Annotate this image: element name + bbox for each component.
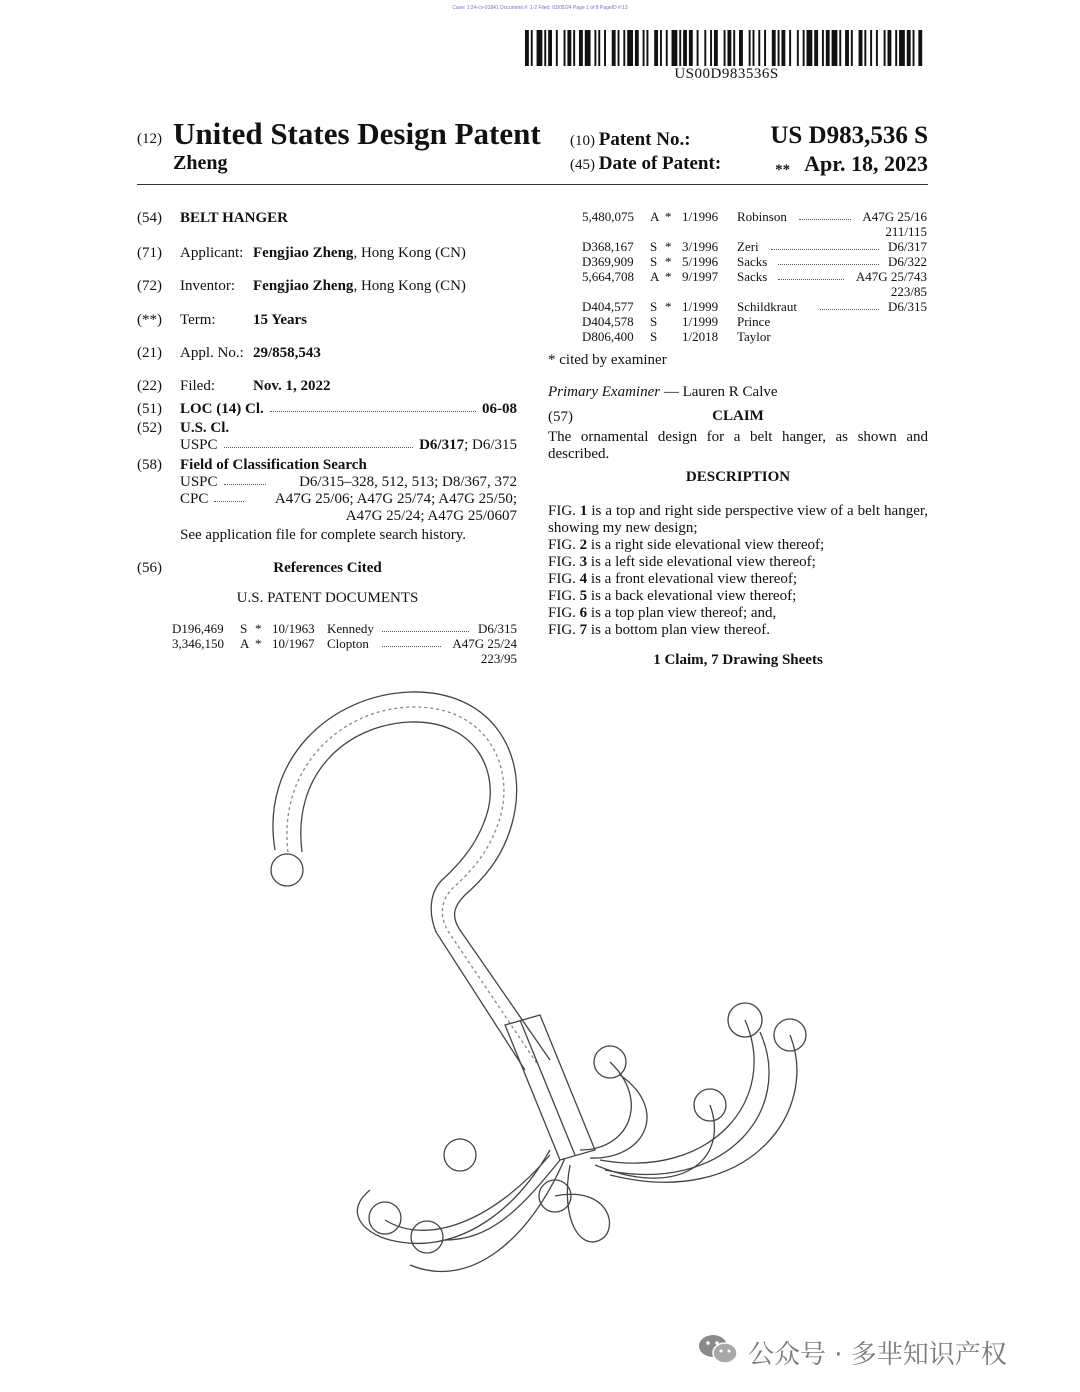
barcode-bar bbox=[895, 30, 897, 66]
barcode-bar bbox=[598, 30, 600, 66]
figure-text: is a top plan view thereof; and, bbox=[587, 605, 777, 621]
reference-name: Robinson bbox=[737, 209, 787, 224]
reference-number: 3,346,150 bbox=[172, 636, 224, 651]
refs-code: (56) bbox=[137, 560, 162, 576]
reference-number: D806,400 bbox=[582, 329, 634, 344]
barcode-bar bbox=[612, 30, 616, 66]
claim-text: The ornamental design for a belt hanger, as shown and described. bbox=[548, 429, 928, 462]
reference-leader bbox=[820, 309, 879, 310]
figure-description bbox=[548, 571, 928, 588]
inventor-label: Inventor: bbox=[180, 278, 235, 294]
uscl-value-secondary: ; D6/315 bbox=[464, 437, 517, 453]
figure-number: 5 bbox=[579, 588, 588, 604]
field-see-note: See application file for complete search history. bbox=[180, 527, 467, 543]
reference-class: A47G 25/16 bbox=[862, 209, 927, 224]
barcode-bar bbox=[573, 30, 575, 66]
doc-kind-code: (12) bbox=[137, 131, 162, 147]
reference-class: D6/317 bbox=[888, 239, 927, 254]
barcode-bar bbox=[618, 30, 620, 66]
field-label: Field of Classification Search bbox=[180, 457, 367, 473]
barcode-bar bbox=[683, 30, 687, 66]
barcode-bar bbox=[814, 30, 818, 66]
barcode-bar bbox=[544, 30, 546, 66]
barcode-bar bbox=[859, 30, 863, 66]
barcode-bar bbox=[643, 30, 645, 66]
reference-date: 10/1967 bbox=[272, 636, 315, 651]
barcode-bar bbox=[851, 30, 853, 66]
reference-class: A47G 25/24 bbox=[452, 636, 517, 651]
reference-number: D368,167 bbox=[582, 239, 634, 254]
figure-text: is a bottom plan view thereof. bbox=[587, 622, 771, 638]
reference-kind: A bbox=[650, 269, 660, 284]
reference-name: Schildkraut bbox=[737, 299, 797, 314]
barcode-bar bbox=[845, 30, 849, 66]
barcode-bar bbox=[604, 30, 606, 66]
examiner-name: — Lauren R Calve bbox=[663, 384, 778, 400]
uscl-code: (52) bbox=[137, 420, 162, 436]
date-value: Apr. 18, 2023 bbox=[804, 151, 928, 176]
barcode-bar bbox=[646, 30, 648, 66]
barcode-bar bbox=[884, 30, 886, 66]
barcode-bar bbox=[556, 30, 558, 66]
figure-number: 2 bbox=[579, 537, 588, 553]
barcode-bar bbox=[739, 30, 743, 66]
reference-class: D6/322 bbox=[888, 254, 927, 269]
barcode-bar bbox=[537, 30, 543, 66]
reference-kind: S bbox=[650, 254, 658, 269]
watermark-text: 公众号 · 多芈知识产权 bbox=[748, 1340, 1007, 1370]
figure-text: is a left side elevational view thereof; bbox=[587, 554, 816, 570]
term-value: 15 Years bbox=[253, 312, 308, 328]
reference-leader bbox=[778, 279, 844, 280]
document-title: United States Design Patent bbox=[173, 116, 541, 151]
barcode-bar bbox=[635, 30, 639, 66]
examiner-line bbox=[548, 384, 778, 401]
inventor-location: , Hong Kong (CN) bbox=[353, 278, 466, 294]
reference-number: D404,578 bbox=[582, 314, 634, 329]
barcode-bar bbox=[876, 30, 878, 66]
barcode-bar bbox=[781, 30, 785, 66]
term-code: (**) bbox=[137, 312, 162, 328]
barcode-bar bbox=[579, 30, 583, 66]
cited-note: * cited by examiner bbox=[548, 352, 667, 368]
loc-value: 06-08 bbox=[482, 401, 517, 417]
barcode-bar bbox=[753, 30, 755, 66]
filed-code: (22) bbox=[137, 378, 162, 394]
reference-star: * bbox=[665, 299, 672, 314]
case-header-line: Case: 1:24-cv-01841 Document #: 1-2 Filed: 03/05/24 Page 1 of 8 PageID #:13 bbox=[452, 5, 628, 11]
date-asterisks: ** bbox=[775, 162, 791, 178]
reference-star: * bbox=[665, 209, 672, 224]
reference-date: 9/1997 bbox=[682, 269, 719, 284]
uscl-label: U.S. Cl. bbox=[180, 420, 230, 436]
figure-number: 7 bbox=[579, 622, 588, 638]
barcode-bar bbox=[797, 30, 799, 66]
inventor-name: Fengjiao Zheng bbox=[253, 278, 354, 294]
applicant-code: (71) bbox=[137, 245, 162, 261]
barcode-bar bbox=[832, 30, 838, 66]
reference-star: * bbox=[665, 239, 672, 254]
reference-leader bbox=[382, 646, 441, 647]
patent-date bbox=[775, 151, 928, 177]
figure-description bbox=[548, 622, 928, 639]
description-heading: DESCRIPTION bbox=[685, 469, 791, 485]
figure-prefix: FIG. bbox=[548, 571, 580, 587]
uscl-value-primary: D6/317 bbox=[419, 437, 465, 453]
header-divider bbox=[137, 184, 928, 185]
reference-leader bbox=[771, 249, 879, 250]
barcode-bar bbox=[899, 30, 905, 66]
reference-class: D6/315 bbox=[478, 621, 517, 636]
reference-date: 1/2018 bbox=[682, 329, 719, 344]
refs-subheading: U.S. PATENT DOCUMENTS bbox=[236, 590, 419, 606]
barcode-bar bbox=[594, 30, 596, 66]
reference-date: 3/1996 bbox=[682, 239, 719, 254]
figure-number: 6 bbox=[579, 605, 588, 621]
reference-extra-class: 223/85 bbox=[890, 284, 927, 299]
barcode-bar bbox=[704, 30, 706, 66]
reference-kind: S bbox=[650, 239, 658, 254]
reference-date: 1/1999 bbox=[682, 314, 719, 329]
barcode-bar bbox=[666, 30, 668, 66]
barcode-bar bbox=[627, 30, 633, 66]
filed-label: Filed: bbox=[180, 378, 216, 394]
reference-extra-class: 223/95 bbox=[480, 651, 517, 666]
barcode-bar bbox=[679, 30, 681, 66]
reference-number: D404,577 bbox=[582, 299, 634, 314]
field-cpc-leader bbox=[214, 491, 244, 502]
reference-date: 5/1996 bbox=[682, 254, 719, 269]
applicant-value bbox=[253, 245, 466, 262]
date-label-group bbox=[570, 153, 721, 175]
claims-summary: 1 Claim, 7 Drawing Sheets bbox=[653, 652, 823, 668]
reference-star: * bbox=[665, 254, 672, 269]
barcode-number: US00D983536S bbox=[674, 66, 779, 82]
barcode-bar bbox=[778, 30, 780, 66]
barcode-bar bbox=[623, 30, 625, 66]
reference-date: 1/1999 bbox=[682, 299, 719, 314]
barcode-bar bbox=[764, 30, 766, 66]
reference-leader bbox=[799, 219, 851, 220]
reference-date: 1/1996 bbox=[682, 209, 719, 224]
reference-name: Taylor bbox=[737, 329, 771, 344]
reference-kind: S bbox=[650, 299, 658, 314]
figure-prefix: FIG. bbox=[548, 554, 580, 570]
barcode-bar bbox=[758, 30, 760, 66]
field-cpc-value2: A47G 25/24; A47G 25/0607 bbox=[345, 508, 517, 524]
barcode-bar bbox=[826, 30, 830, 66]
barcode-bar bbox=[724, 30, 726, 66]
field-cpc-value1: A47G 25/06; A47G 25/74; A47G 25/50; bbox=[274, 491, 517, 507]
invention-title: BELT HANGER bbox=[180, 210, 288, 226]
reference-class: D6/315 bbox=[888, 299, 927, 314]
patent-no-code: (10) bbox=[570, 133, 595, 149]
field-uspc-leader bbox=[224, 474, 266, 485]
field-uspc-label: USPC bbox=[180, 474, 218, 490]
reference-kind: S bbox=[650, 314, 658, 329]
barcode-bar bbox=[672, 30, 678, 66]
reference-name: Sacks bbox=[737, 269, 768, 284]
barcode-bar bbox=[710, 30, 712, 66]
reference-name: Zeri bbox=[737, 239, 759, 254]
reference-number: 5,664,708 bbox=[582, 269, 634, 284]
barcode-bar bbox=[870, 30, 872, 66]
reference-kind: S bbox=[240, 621, 248, 636]
wechat-logo-icon bbox=[697, 1332, 739, 1366]
uscl-sub: USPC bbox=[180, 437, 218, 453]
title-code: (54) bbox=[137, 210, 162, 226]
applicant-location: , Hong Kong (CN) bbox=[353, 245, 466, 261]
barcode-bar bbox=[525, 30, 529, 66]
applicant-label: Applicant: bbox=[180, 245, 244, 261]
reference-leader bbox=[778, 264, 879, 265]
field-uspc-row bbox=[180, 474, 517, 491]
barcode-bar bbox=[697, 30, 699, 66]
barcode-bar bbox=[789, 30, 791, 66]
date-code: (45) bbox=[570, 157, 595, 173]
figure-description bbox=[548, 605, 928, 622]
claim-code: (57) bbox=[548, 409, 573, 425]
patent-number: US D983,536 S bbox=[770, 122, 928, 149]
field-cpc-label: CPC bbox=[180, 491, 209, 507]
figure-number: 1 bbox=[579, 503, 588, 519]
filed-value: Nov. 1, 2022 bbox=[253, 378, 331, 394]
barcode-bar bbox=[888, 30, 892, 66]
figure-prefix: FIG. bbox=[548, 605, 580, 621]
applicant-name: Fengjiao Zheng bbox=[253, 245, 354, 261]
inventor-value bbox=[253, 278, 466, 295]
barcode-bar bbox=[918, 30, 922, 66]
figure-text: is a back elevational view thereof; bbox=[587, 588, 797, 604]
barcode-bar bbox=[660, 30, 662, 66]
figure-descriptions bbox=[548, 503, 928, 639]
reference-kind: A bbox=[240, 636, 250, 651]
barcode-bar bbox=[531, 30, 533, 66]
date-label: Date of Patent: bbox=[598, 153, 722, 174]
reference-star: * bbox=[255, 621, 262, 636]
uscl-leader bbox=[224, 437, 414, 448]
claim-heading: CLAIM bbox=[712, 408, 764, 424]
barcode-bar bbox=[548, 30, 552, 66]
belt-hanger-drawing bbox=[250, 680, 830, 1350]
figure-prefix: FIG. bbox=[548, 503, 580, 519]
patent-no-label: Patent No.: bbox=[598, 129, 691, 150]
examiner-label: Primary Examiner bbox=[548, 384, 661, 400]
barcode-bar bbox=[772, 30, 776, 66]
figure-description bbox=[548, 503, 928, 537]
reference-number: 5,480,075 bbox=[582, 209, 634, 224]
barcode-bar bbox=[803, 30, 805, 66]
barcode-bar bbox=[714, 30, 718, 66]
reference-class: A47G 25/743 bbox=[855, 269, 927, 284]
reference-date: 10/1963 bbox=[272, 621, 315, 636]
refs-heading: References Cited bbox=[273, 560, 382, 576]
barcode-bar bbox=[654, 30, 658, 66]
term-label: Term: bbox=[180, 312, 216, 328]
appl-label: Appl. No.: bbox=[180, 345, 244, 361]
barcode-bar bbox=[733, 30, 735, 66]
figure-description bbox=[548, 537, 928, 554]
reference-name: Prince bbox=[737, 314, 771, 329]
reference-number: D369,909 bbox=[582, 254, 634, 269]
appl-value: 29/858,543 bbox=[253, 345, 321, 361]
reference-leader bbox=[382, 631, 469, 632]
uscl-value bbox=[419, 437, 517, 454]
figure-prefix: FIG. bbox=[548, 622, 580, 638]
reference-name: Clopton bbox=[327, 636, 369, 651]
figure-number: 4 bbox=[579, 571, 588, 587]
field-uspc-value: D6/315–328, 512, 513; D8/367, 372 bbox=[299, 474, 517, 490]
figure-text: is a right side elevational view thereof; bbox=[587, 537, 825, 553]
barcode-bar bbox=[564, 30, 566, 66]
inventor-code: (72) bbox=[137, 278, 162, 294]
loc-row bbox=[180, 401, 517, 418]
barcode-bar bbox=[839, 30, 841, 66]
barcode-bar bbox=[585, 30, 591, 66]
loc-code: (51) bbox=[137, 401, 162, 417]
reference-name: Sacks bbox=[737, 254, 768, 269]
field-cpc-row bbox=[180, 491, 517, 508]
reference-kind: A bbox=[650, 209, 660, 224]
figure-text: is a top and right side perspective view of a belt hanger, showing my new design; bbox=[548, 503, 928, 536]
patent-no-label-group bbox=[570, 129, 691, 151]
barcode-bar bbox=[822, 30, 824, 66]
figure-text: is a front elevational view thereof; bbox=[587, 571, 798, 587]
appl-code: (21) bbox=[137, 345, 162, 361]
barcode-bar bbox=[567, 30, 571, 66]
reference-number: D196,469 bbox=[172, 621, 224, 636]
reference-star: * bbox=[665, 269, 672, 284]
inventor-surname: Zheng bbox=[173, 152, 228, 174]
field-code: (58) bbox=[137, 457, 162, 473]
loc-leader bbox=[270, 401, 476, 412]
barcode-bar bbox=[864, 30, 866, 66]
barcode bbox=[525, 30, 928, 66]
reference-kind: S bbox=[650, 329, 658, 344]
barcode-bar bbox=[689, 30, 693, 66]
reference-star: * bbox=[255, 636, 262, 651]
figure-prefix: FIG. bbox=[548, 537, 580, 553]
figure-description bbox=[548, 588, 928, 605]
barcode-bar bbox=[907, 30, 911, 66]
barcode-bar bbox=[727, 30, 731, 66]
uscl-row bbox=[180, 437, 517, 454]
figure-description bbox=[548, 554, 928, 571]
loc-label: LOC (14) Cl. bbox=[180, 401, 264, 417]
barcode-bar bbox=[807, 30, 813, 66]
figure-prefix: FIG. bbox=[548, 588, 580, 604]
figure-number: 3 bbox=[579, 554, 588, 570]
reference-name: Kennedy bbox=[327, 621, 374, 636]
reference-extra-class: 211/115 bbox=[885, 224, 927, 239]
barcode-bar bbox=[913, 30, 915, 66]
barcode-bar bbox=[749, 30, 751, 66]
